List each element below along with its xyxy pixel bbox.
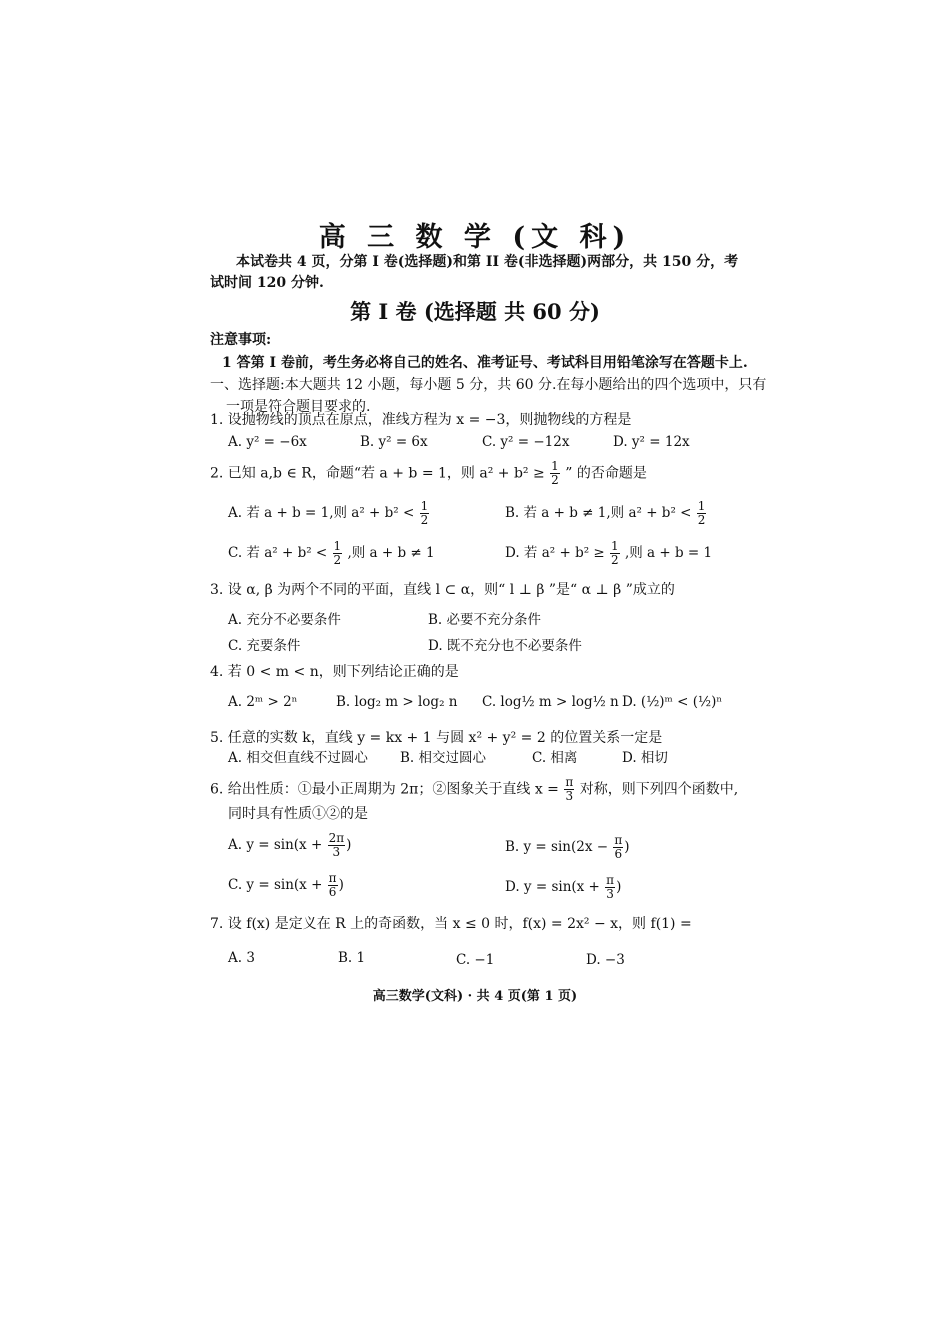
section-title: 第 I 卷 (选择题 共 60 分) <box>350 299 600 324</box>
q2-stem-b: ” 的否命题是 <box>565 465 647 482</box>
question-5-stem: 5. 任意的实数 k，直线 y = kx + 1 与圆 x² + y² = 2 的位置关系一定是 <box>210 730 663 746</box>
notes-item-1: 1 答第 I 卷前，考生务必将自己的姓名、准考证号、考试科目用铅笔涂写在答题卡上. <box>222 355 748 371</box>
instructions-line-1: 一、选择题:本大题共 12 小题，每小题 5 分，共 60 分.在每小题给出的四个选项中，只有 <box>210 377 767 393</box>
q5-option-b: B. 相交过圆心 <box>400 750 487 766</box>
q3-option-b: B. 必要不充分条件 <box>428 612 542 628</box>
q6-option-b: B. y = sin(2x − $\frac{\pi}{6}$ ) <box>505 833 630 861</box>
question-7-stem: 7. 设 f(x) 是定义在 R 上的奇函数，当 x ≤ 0 时，f(x) = 2x² − x，则 f(1) = <box>210 916 692 932</box>
question-6-stem: 6. 给出性质：①最小正周期为 2π；②图象关于直线 x = $\frac{\pi}{3}$ 对称，则下列四个函数中, <box>210 775 739 803</box>
page-footer: 高三数学(文科) · 共 4 页(第 1 页) <box>372 989 578 1004</box>
question-4-stem: 4. 若 0 < m < n，则下列结论正确的是 <box>210 664 459 680</box>
question-1-stem: 1. 设抛物线的顶点在原点，准线方程为 x = −3，则抛物线的方程是 <box>210 412 632 428</box>
exam-intro: 本试卷共 4 页，分第 I 卷(选择题)和第 II 卷(非选择题)两部分，共 150 分，考试时间 120 分钟. <box>210 254 739 291</box>
q7-option-b: B. 1 <box>338 950 366 966</box>
q1-option-d: D. y² = 12x <box>613 434 690 450</box>
q6-option-d: D. y = sin(x + $\frac{\pi}{3}$ ) <box>505 873 622 901</box>
notes-heading: 注意事项: <box>210 332 272 348</box>
q3-option-a: A. 充分不必要条件 <box>228 612 341 628</box>
q7-option-d: D. −3 <box>586 952 625 968</box>
q6-option-a: A. y = sin(x + $\frac{2\pi}{3}$ ) <box>228 831 352 859</box>
question-2-stem <box>210 460 647 487</box>
q2-option-d: D. 若 a² + b² ≥ $\frac{1}{2}$ ,则 a + b = 1 <box>505 539 713 567</box>
q5-option-c: C. 相离 <box>532 750 578 766</box>
instructions-line-2: 一项是符合题目要求的. <box>226 399 371 415</box>
q2-stem-a: 2. 已知 a,b ∈ R，命题“若 a + b = 1，则 a² + b² ≥ <box>210 465 545 482</box>
q1-option-c: C. y² = −12x <box>482 434 570 450</box>
q7-option-c: C. −1 <box>456 952 495 968</box>
question-6-stem-line-2: 同时具有性质①②的是 <box>228 806 368 822</box>
q3-option-d: D. 既不充分也不必要条件 <box>428 638 582 654</box>
question-3-stem: 3. 设 α, β 为两个不同的平面，直线 l ⊂ α，则“ l ⊥ β ”是“ α ⊥ β ”成立的 <box>210 582 675 598</box>
q5-option-a: A. 相交但直线不过圆心 <box>228 750 368 766</box>
page-title: 高 三 数 学 (文 科) <box>318 222 632 253</box>
q2-option-a: A. 若 a + b = 1,则 a² + b² < $\frac{1}{2}$ <box>228 499 429 527</box>
q6-option-c: C. y = sin(x + $\frac{\pi}{6}$ ) <box>228 871 344 899</box>
q1-option-a: A. y² = −6x <box>228 434 307 450</box>
q4-option-d: D. (½)ᵐ < (½)ⁿ <box>622 694 723 710</box>
q2-option-b: B. 若 a + b ≠ 1,则 a² + b² < $\frac{1}{2}$ <box>505 499 706 527</box>
fraction-pi-over-3: $\frac{\pi}{3}$ <box>565 775 574 803</box>
q2-option-c: C. 若 a² + b² < $\frac{1}{2}$ ,则 a + b ≠ 1 <box>228 539 435 567</box>
q3-option-c: C. 充要条件 <box>228 638 301 654</box>
q4-option-a: A. 2ᵐ > 2ⁿ <box>228 694 298 710</box>
q4-option-b: B. log₂ m > log₂ n <box>336 694 458 710</box>
q4-option-c: C. log½ m > log½ n <box>482 694 619 710</box>
q1-option-b: B. y² = 6x <box>360 434 428 450</box>
fraction-one-half: $\frac{1}{2}$ <box>551 459 559 487</box>
q7-option-a: A. 3 <box>228 950 255 966</box>
q5-option-d: D. 相切 <box>622 750 668 766</box>
